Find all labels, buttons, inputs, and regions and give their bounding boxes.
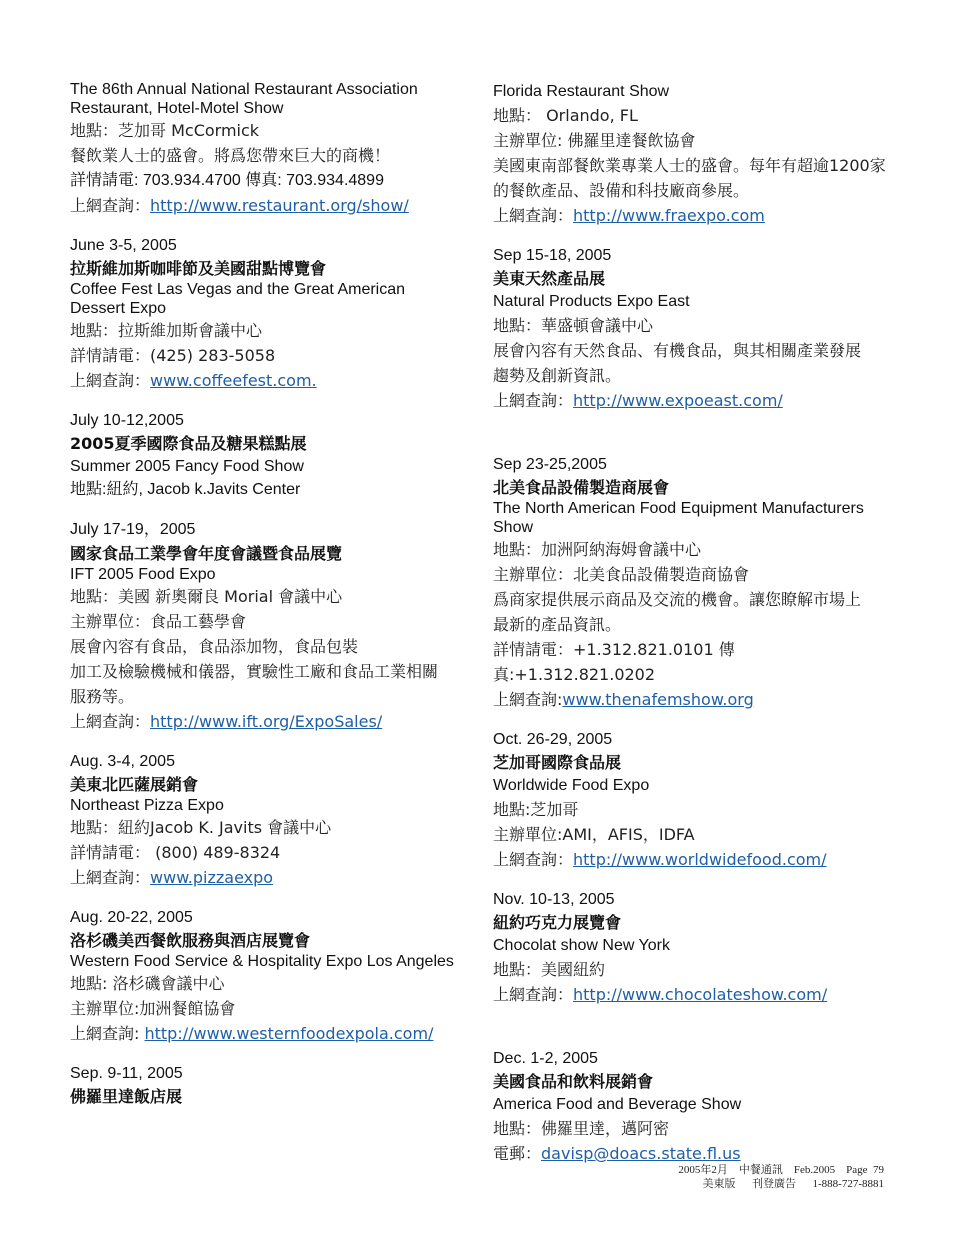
event-title-en: Florida Restaurant Show — [493, 83, 670, 100]
event-website — [493, 203, 893, 228]
event-website — [70, 865, 460, 890]
event-title-en: Worldwide Food Expo — [493, 777, 650, 794]
event-title-en: Natural Products Expo East — [493, 293, 690, 310]
website-link[interactable]: http://www.fraexpo.com — [573, 206, 765, 225]
event-location: 地點:芝加哥 — [493, 800, 579, 819]
event-description: 加工及檢驗機械和儀器，實驗性工廠和食品工業相關 — [70, 662, 439, 681]
event-title-en: Summer 2005 Fancy Food Show — [70, 458, 304, 475]
event-food-beverage — [493, 1047, 893, 1166]
event-title: The 86th Annual National Restaurant Association Restaurant, Hotel-Motel Show — [70, 81, 418, 117]
event-worldwide-food — [493, 728, 893, 872]
event-title-zh: 佛羅里達飯店展 — [70, 1087, 183, 1106]
website-label: 上網查詢： — [493, 391, 574, 410]
event-title-zh: 美國食品和飲料展銷會 — [493, 1072, 654, 1091]
event-website — [493, 687, 893, 712]
website-link[interactable]: http://www.westernfoodexpola.com/ — [144, 1024, 434, 1043]
event-fancy-food — [70, 409, 460, 501]
event-ift-expo — [70, 517, 460, 734]
event-natural-products — [493, 244, 893, 413]
event-organizer: 主辦單位: 佛羅里達餐飲協會 — [493, 131, 696, 150]
event-website — [70, 368, 460, 393]
event-date: Dec. 1-2, 2005 — [493, 1050, 598, 1067]
event-location: 地點: 洛杉磯會議中心 — [70, 974, 225, 993]
website-link[interactable]: www.pizzaexpo — [150, 868, 274, 887]
event-florida-restaurant-head — [70, 1062, 460, 1108]
event-website — [70, 1021, 460, 1046]
event-website — [493, 982, 893, 1007]
event-nafem-show — [493, 453, 893, 712]
event-date: Nov. 10-13, 2005 — [493, 891, 615, 908]
event-title-zh: 拉斯維加斯咖啡節及美國甜點博覽會 — [70, 259, 327, 278]
right-column — [493, 80, 893, 1182]
event-organizer: 主辦單位:加洲餐館協會 — [70, 999, 236, 1018]
event-title-zh: 紐約巧克力展覽會 — [493, 913, 622, 932]
event-location: 地點：佛羅里達，邁阿密 — [493, 1119, 670, 1138]
event-organizer: 主辦單位：食品工藝學會 — [70, 612, 247, 631]
website-link[interactable]: http://www.worldwidefood.com/ — [573, 850, 827, 869]
event-phone: 詳情請電： (800) 489-8324 — [70, 843, 281, 862]
event-location: 地點： Orlando, FL — [493, 106, 638, 125]
event-date: July 10-12,2005 — [70, 412, 184, 429]
event-nra-show — [70, 80, 460, 218]
event-description: 爲商家提供展示商品及交流的機會。讓您瞭解市場上 — [493, 590, 862, 609]
event-pizza-expo — [70, 750, 460, 890]
event-date: Oct. 26-29, 2005 — [493, 731, 613, 748]
event-location: 地點：拉斯維加斯會議中心 — [70, 321, 263, 340]
event-date: Sep. 9-11, 2005 — [70, 1065, 183, 1082]
event-title-en: Western Food Service & Hospitality Expo Los Angeles — [70, 953, 454, 970]
event-title-en: America Food and Beverage Show — [493, 1096, 742, 1113]
email-link[interactable]: davisp@doacs.state.fl.us — [541, 1144, 741, 1163]
event-description: 服務等。 — [70, 687, 135, 706]
page-footer — [678, 1163, 884, 1191]
website-label: 上網查詢： — [70, 868, 151, 887]
event-description: 最新的產品資訊。 — [493, 615, 622, 634]
event-title-en: The North American Food Equipment Manufacturers Show — [493, 500, 864, 536]
spacer — [493, 429, 893, 453]
website-link[interactable]: www.thenafemshow.org — [562, 690, 754, 709]
event-phone: 詳情請電：+1.312.821.0101 傳真:+1.312.821.0202 — [493, 640, 735, 684]
website-label: 上網查詢： — [70, 196, 151, 215]
event-title-zh: 美東北匹薩展銷會 — [70, 775, 199, 794]
event-location: 地點:紐約, Jacob k.Javits Center — [70, 481, 301, 498]
spacer — [493, 1023, 893, 1047]
event-location: 地點：美國 新奧爾良 Morial 會議中心 — [70, 587, 343, 606]
event-date: June 3-5, 2005 — [70, 237, 177, 254]
event-title-en: Coffee Fest Las Vegas and the Great American Dessert Expo — [70, 281, 406, 317]
website-link[interactable]: http://www.expoeast.com/ — [573, 391, 783, 410]
event-description: 趨勢及創新資訊。 — [493, 366, 622, 385]
event-organizer: 主辦單位：北美食品設備製造商協會 — [493, 565, 750, 584]
website-link[interactable]: http://www.restaurant.org/show/ — [150, 196, 409, 215]
website-label: 上網查詢： — [493, 850, 574, 869]
website-label: 上網查詢： — [493, 985, 574, 1004]
left-column — [70, 80, 460, 1124]
event-phone: 詳情請電：(425) 283-5058 — [70, 346, 276, 365]
event-location: 地點：紐約Jacob K. Javits 會議中心 — [70, 818, 332, 837]
event-website — [70, 709, 460, 734]
event-title-zh: 芝加哥國際食品展 — [493, 753, 622, 772]
event-location: 地點：美國紐約 — [493, 960, 606, 979]
event-coffee-fest — [70, 234, 460, 393]
website-link[interactable]: www.coffeefest.com. — [150, 371, 317, 390]
event-description: 展會內容有食品，食品添加物，食品包裝 — [70, 637, 359, 656]
website-label: 上網查詢: — [493, 690, 563, 709]
website-link[interactable]: http://www.ift.org/ExpoSales/ — [150, 712, 383, 731]
event-title-zh: 2005夏季國際食品及糖果糕點展 — [70, 434, 307, 453]
website-label: 上網查詢: — [70, 1024, 145, 1043]
footer-line-2: 美東版 刊登廣告 1-888-727-8881 — [702, 1178, 884, 1190]
event-location: 地點：華盛頓會議中心 — [493, 316, 654, 335]
event-date: Aug. 20-22, 2005 — [70, 909, 193, 926]
event-description: 展會內容有天然食品、有機食品，與其相關產業發展 — [493, 341, 862, 360]
event-date: Aug. 3-4, 2005 — [70, 753, 175, 770]
event-description: 的餐飲產品、設備和科技廠商參展。 — [493, 181, 750, 200]
event-title-zh: 北美食品設備製造商展會 — [493, 478, 670, 497]
website-label: 上網查詢： — [70, 712, 151, 731]
event-description: 美國東南部餐飲業專業人士的盛會。每年有超逾1200家 — [493, 156, 886, 175]
event-title-zh: 美東天然產品展 — [493, 269, 606, 288]
website-link[interactable]: http://www.chocolateshow.com/ — [573, 985, 828, 1004]
event-location: 地點：加洲阿納海姆會議中心 — [493, 540, 702, 559]
event-location: 地點：芝加哥 McCormick — [70, 121, 260, 140]
footer-line-1: 2005年2月 中餐通訊 Feb.2005 Page 79 — [678, 1164, 884, 1176]
event-phone: 詳情請電: 703.934.4700 傳真: 703.934.4899 — [70, 172, 384, 189]
event-western-food — [70, 906, 460, 1046]
event-description: 餐飲業人士的盛會。將爲您帶來巨大的商機！ — [70, 146, 391, 165]
event-title-en: Northeast Pizza Expo — [70, 797, 224, 814]
event-title-en: IFT 2005 Food Expo — [70, 566, 216, 583]
event-organizer: 主辦單位:AMI，AFIS，IDFA — [493, 825, 695, 844]
event-website — [493, 388, 893, 413]
email-label: 電郵： — [493, 1144, 542, 1163]
event-title-zh: 國家食品工業學會年度會議暨食品展覽 — [70, 544, 343, 563]
event-title-en: Chocolat show New York — [493, 937, 670, 954]
event-title-zh: 洛杉磯美西餐飲服務與酒店展覽會 — [70, 931, 311, 950]
website-label: 上網查詢： — [493, 206, 574, 225]
event-website — [493, 847, 893, 872]
event-date: Sep 23-25,2005 — [493, 456, 607, 473]
event-website — [70, 193, 460, 218]
event-florida-restaurant — [493, 80, 893, 228]
event-chocolate-show — [493, 888, 893, 1007]
event-date: July 17-19，2005 — [70, 521, 196, 538]
event-date: Sep 15-18, 2005 — [493, 247, 612, 264]
website-label: 上網查詢： — [70, 371, 151, 390]
